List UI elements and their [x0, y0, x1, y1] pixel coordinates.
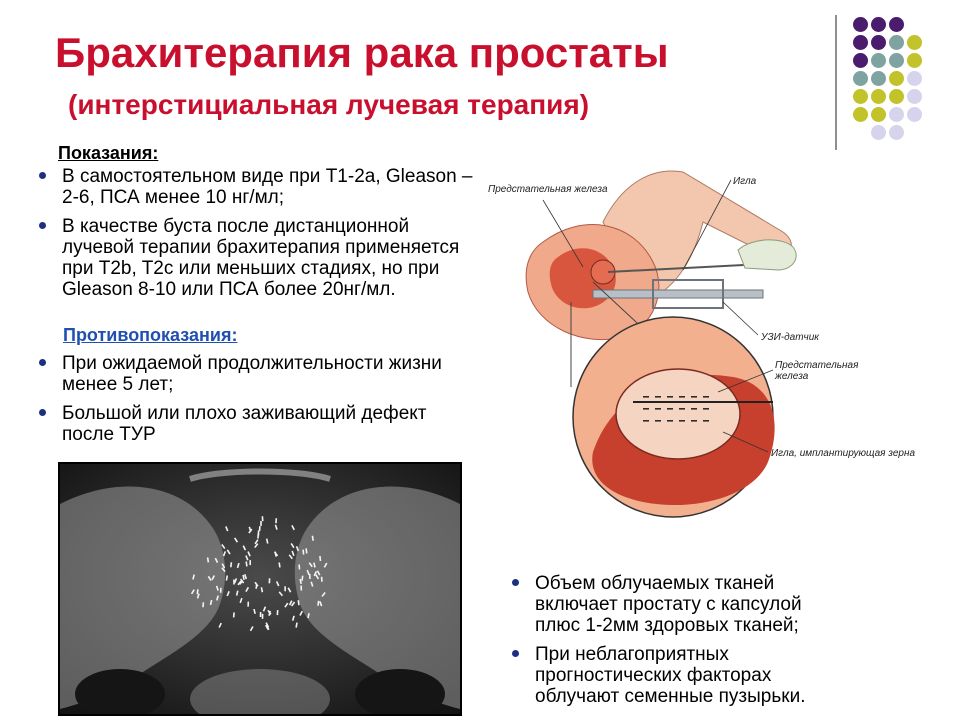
leader-line [723, 302, 758, 335]
decorative-dot [853, 17, 868, 32]
decorative-dot [889, 89, 904, 104]
zoom-seed-mark [691, 396, 697, 398]
zoom-seed-mark [643, 420, 649, 422]
zoom-seed-mark [691, 420, 697, 422]
decorative-dot [871, 107, 886, 122]
label-needle: Игла [733, 176, 757, 187]
indication-text: В самостоятельном виде при Т1-2а, Gleason – 2-6, ПСА менее 10 нг/мл; [62, 166, 473, 208]
pelvis-xray-image [58, 462, 462, 716]
seed-mark [249, 560, 251, 565]
decorative-dot [889, 71, 904, 86]
decorative-dot [853, 53, 868, 68]
decorative-dot [889, 17, 904, 32]
label-prostate-zoom: Предстательная железа [775, 360, 859, 382]
ultrasound-probe [593, 290, 763, 298]
zoom-seed-mark [703, 420, 709, 422]
contraindication-text: Большой или плохо заживающий дефект после ТУР [62, 403, 427, 445]
bullet-icon [512, 650, 519, 657]
brachytherapy-diagram [483, 152, 923, 522]
zoom-seed-mark [643, 408, 649, 410]
contraindication-item [34, 403, 454, 445]
note-item [507, 644, 847, 707]
zoom-seed-mark [703, 396, 709, 398]
zoom-seed-mark [667, 408, 673, 410]
contraindications-list [34, 353, 454, 453]
seed-mark [262, 614, 264, 619]
decorative-dot [853, 107, 868, 122]
bullet-icon [39, 172, 46, 179]
slide-title: Брахитерапия рака простаты [55, 29, 669, 76]
slide-subtitle: (интерстициальная лучевая терапия) [68, 89, 590, 120]
label-seed-needle: Игла, имплантирующая зерна [771, 448, 916, 459]
decorative-dot [871, 53, 886, 68]
seed-mark [260, 612, 262, 617]
bullet-icon [39, 222, 46, 229]
decorative-dot [889, 35, 904, 50]
bullet-icon [39, 409, 46, 416]
zoom-seed-mark [679, 420, 685, 422]
note-item [507, 573, 847, 636]
note-text: При неблагоприятных прогностических факторах облучают семенные пузырьки. [535, 644, 806, 707]
indication-item [34, 166, 474, 208]
decorative-dot [871, 17, 886, 32]
decorative-dot-grid [0, 0, 960, 160]
seed-mark [220, 588, 222, 593]
decorative-divider [835, 15, 837, 150]
bullet-icon [39, 359, 46, 366]
zoom-seed-mark [655, 408, 661, 410]
decorative-dot [907, 71, 922, 86]
seed-mark [260, 521, 262, 526]
seed-mark [309, 574, 311, 579]
zoom-seed-mark [655, 420, 661, 422]
zoom-seed-mark [667, 396, 673, 398]
decorative-dot [871, 71, 886, 86]
label-ultrasound: УЗИ-датчик [761, 332, 820, 343]
seed-mark [233, 579, 235, 584]
zoom-seed-mark [679, 408, 685, 410]
prostate-zoomed [616, 369, 740, 459]
label-prostate-top: Предстательная железа [488, 184, 608, 195]
contraindication-text: При ожидаемой продолжительности жизни менее 5 лет; [62, 353, 442, 395]
diagram-drawing [483, 152, 923, 522]
decorative-dot [907, 107, 922, 122]
zoom-seed-mark [655, 396, 661, 398]
decorative-dot [853, 71, 868, 86]
decorative-dot [853, 89, 868, 104]
decorative-dot [871, 35, 886, 50]
seed-mark [247, 602, 249, 607]
indication-text: В качестве буста после дистанционной лучевой терапии брахитерапия применяется при Т2b, T2c или меньших стадиях, но при Gleason 8-10 или ПСА более 20нг/мл. [62, 216, 460, 300]
note-text: Объем облучаемых тканей включает простату с капсулой плюс 1-2мм здоровых тканей; [535, 573, 802, 636]
zoom-seed-mark [643, 396, 649, 398]
seed-mark [300, 586, 302, 591]
indications-heading: Показания: [58, 143, 159, 163]
indications-list [34, 166, 474, 308]
seed-mark [284, 586, 286, 591]
decorative-dot [889, 107, 904, 122]
bullet-icon [512, 579, 519, 586]
gloved-hand [738, 240, 796, 270]
decorative-dot [871, 89, 886, 104]
contraindication-item [34, 353, 454, 395]
decorative-dot [907, 35, 922, 50]
decorative-dot [889, 53, 904, 68]
zoom-seed-mark [703, 408, 709, 410]
contraindications-heading: Противопоказания: [63, 325, 238, 345]
zoom-seed-mark [691, 408, 697, 410]
indication-item [34, 216, 474, 300]
notes-list [507, 573, 847, 715]
xray-drawing [60, 464, 460, 714]
seed-mark [258, 531, 260, 536]
decorative-dot [853, 35, 868, 50]
zoom-seed-mark [679, 396, 685, 398]
seed-mark [269, 578, 271, 583]
zoom-seed-mark [667, 420, 673, 422]
decorative-dot [907, 89, 922, 104]
decorative-dot [907, 53, 922, 68]
decorative-dot [889, 125, 904, 140]
decorative-dot [871, 125, 886, 140]
